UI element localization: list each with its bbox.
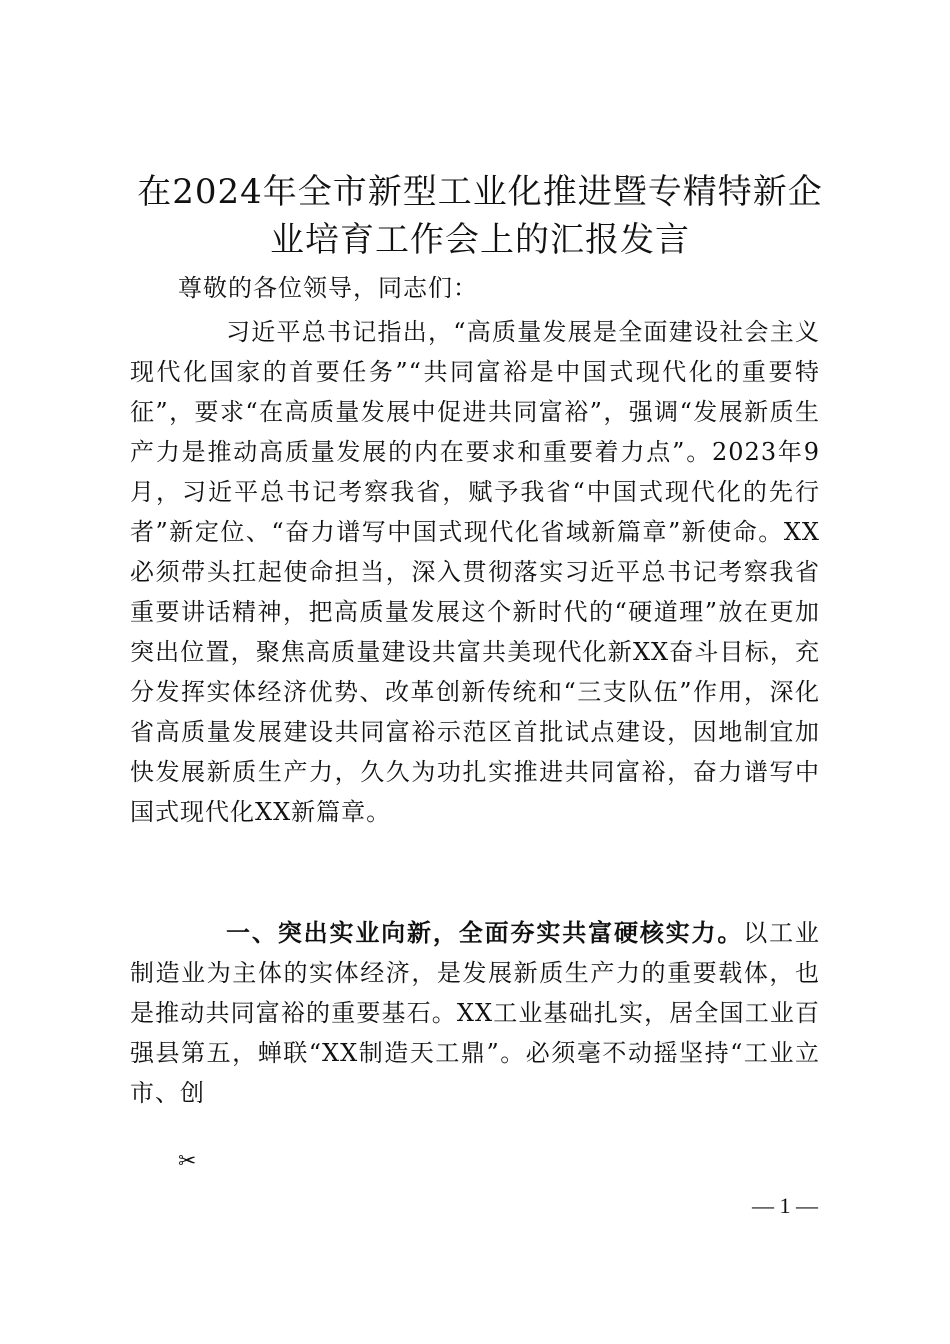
page-number: — 1 — <box>752 1193 818 1218</box>
document-title: 在2024年全市新型工业化推进暨专精特新企业培育工作会上的汇报发言 <box>137 172 823 260</box>
section-text: 以工业制造业为主体的实体经济，是发展新质生产力的重要载体，也是推动共同富裕的重要基石。XX工业基础扎实，居全国工业百强县第五，蝉联“XX制造天工鼎”。必须毫不动摇坚持“工业立市、创 <box>130 919 821 1107</box>
section-heading: 一、突出实业向新，全面夯实共富硬核实力。 <box>226 919 744 947</box>
scissors-icon: ✂ <box>178 1149 197 1174</box>
salutation: 尊敬的各位领导，同志们： <box>178 274 478 302</box>
body-paragraph-section1 <box>130 913 820 1113</box>
body-paragraph-intro: 习近平总书记指出，“高质量发展是全面建设社会主义现代化国家的首要任务”“共同富裕是中国式现代化的重要特征”，要求“在高质量发展中促进共同富裕”，强调“发展新质生产力是推动高质量发展的内在要求和重要着力点”。2023年9月，习近平总书记考察我省，赋予我省“中国式现代化的先行者”新定位、“奋力谱写中国式现代化省域新篇章”新使命。XX必须带头扛起使命担当，深入贯彻落实习近平总书记考察我省重要讲话精神，把高质量发展这个新时代的“硬道理”放在更加突出位置，聚焦高质量建设共富共美现代化新XX奋斗目标，充分发挥实体经济优势、改革创新传统和“三支队伍”作用，深化省高质量发展建设共同富裕示范区首批试点建设，因地制宜加快发展新质生产力，久久为功扎实推进共同富裕，奋力谱写中国式现代化XX新篇章。 <box>130 318 820 826</box>
